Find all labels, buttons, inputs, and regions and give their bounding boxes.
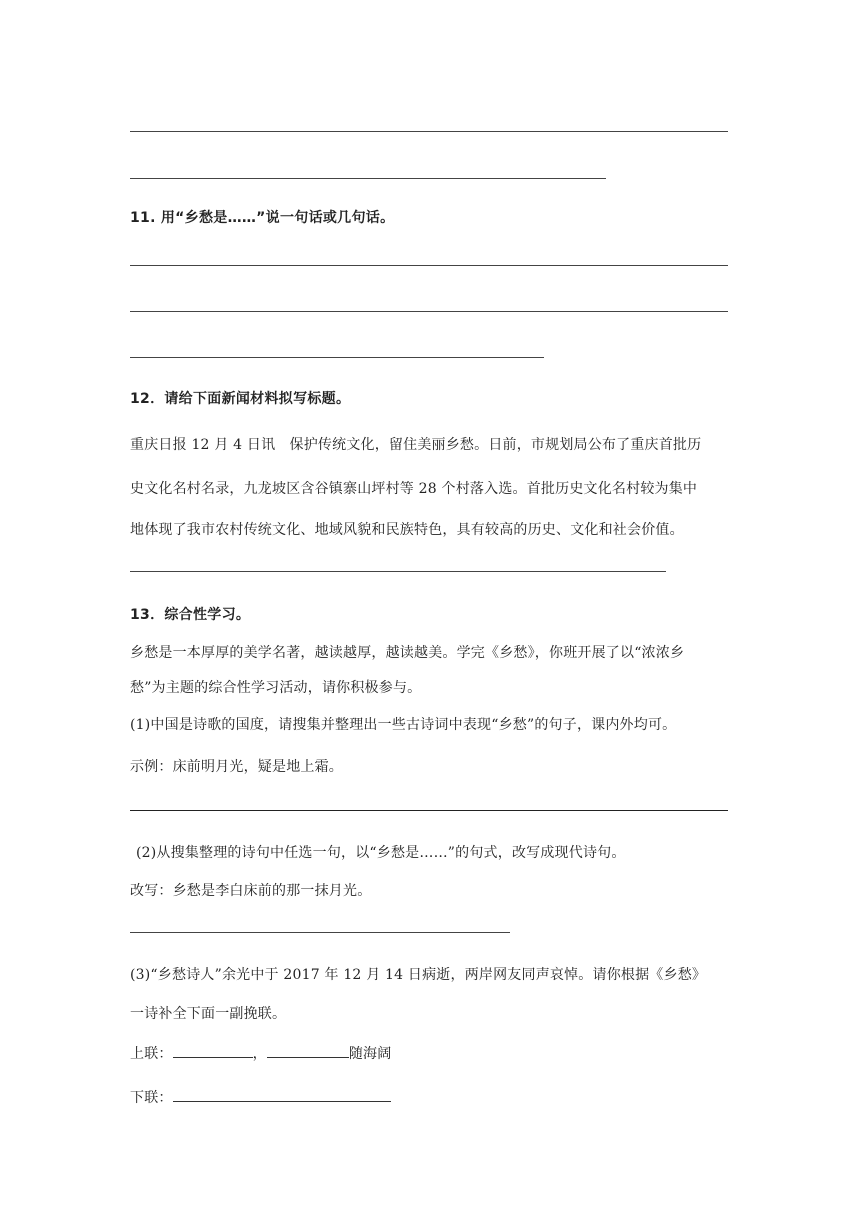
- part-3-prompt: 一诗补全下面一副挽联。: [130, 1006, 287, 1022]
- answer-line: [130, 311, 728, 312]
- question-11-title: 11. 用“乡愁是……”说一句话或几句话。: [130, 210, 395, 226]
- upper-couplet-tail: 随海阔: [348, 1046, 392, 1062]
- lower-couplet: [130, 1087, 391, 1107]
- part-3-prompt: (3)“乡愁诗人”余光中于 2017 年 12 月 14 日病逝，两岸网友同声哀悼。请你根据《乡愁》: [130, 967, 707, 983]
- answer-line: [130, 932, 510, 933]
- upper-couplet-blank-2[interactable]: [267, 1044, 349, 1058]
- answer-line: [130, 265, 728, 266]
- part-1-prompt: (1)中国是诗歌的国度，请搜集并整理出一些古诗词中表现“乡愁”的句子，课内外均可。: [130, 717, 677, 733]
- upper-couplet-separator: ，: [252, 1046, 267, 1062]
- answer-line: [130, 178, 606, 179]
- question-13-title: 13．综合性学习。: [130, 607, 251, 623]
- rewrite-example: 改写：乡愁是李白床前的那一抹月光。: [130, 883, 372, 899]
- part-2-prompt: (2)从搜集整理的诗句中任选一句，以“乡愁是……”的句式，改写成现代诗句。: [136, 845, 626, 861]
- intro-line: 愁”为主题的综合性学习活动，请你积极参与。: [130, 680, 422, 696]
- answer-line: [130, 810, 728, 811]
- upper-couplet-blank-1[interactable]: [173, 1044, 253, 1058]
- intro-line: 乡愁是一本厚厚的美学名著，越读越厚，越读越美。学完《乡愁》，你班开展了以“浓浓乡: [130, 645, 685, 661]
- upper-couplet: [130, 1043, 391, 1063]
- news-paragraph-line: 史文化名村名录，九龙坡区含谷镇寨山坪村等 28 个村落入选。首批历史文化名村较为集中: [130, 481, 698, 497]
- news-paragraph-line: 地体现了我市农村传统文化、地域风貌和民族特色，具有较高的历史、文化和社会价值。: [130, 522, 684, 538]
- answer-line: [130, 571, 666, 572]
- lower-couplet-blank[interactable]: [173, 1088, 391, 1102]
- example-text: 示例：床前明月光，疑是地上霜。: [130, 759, 343, 775]
- lower-couplet-label: 下联：: [130, 1090, 173, 1106]
- question-12-title: 12．请给下面新闻材料拟写标题。: [130, 391, 351, 407]
- upper-couplet-label: 上联：: [130, 1046, 173, 1062]
- news-paragraph-line: 重庆日报 12 月 4 日讯 保护传统文化，留住美丽乡愁。日前，市规划局公布了重庆首批历: [130, 437, 702, 453]
- answer-line: [130, 357, 544, 358]
- answer-line: [130, 131, 728, 132]
